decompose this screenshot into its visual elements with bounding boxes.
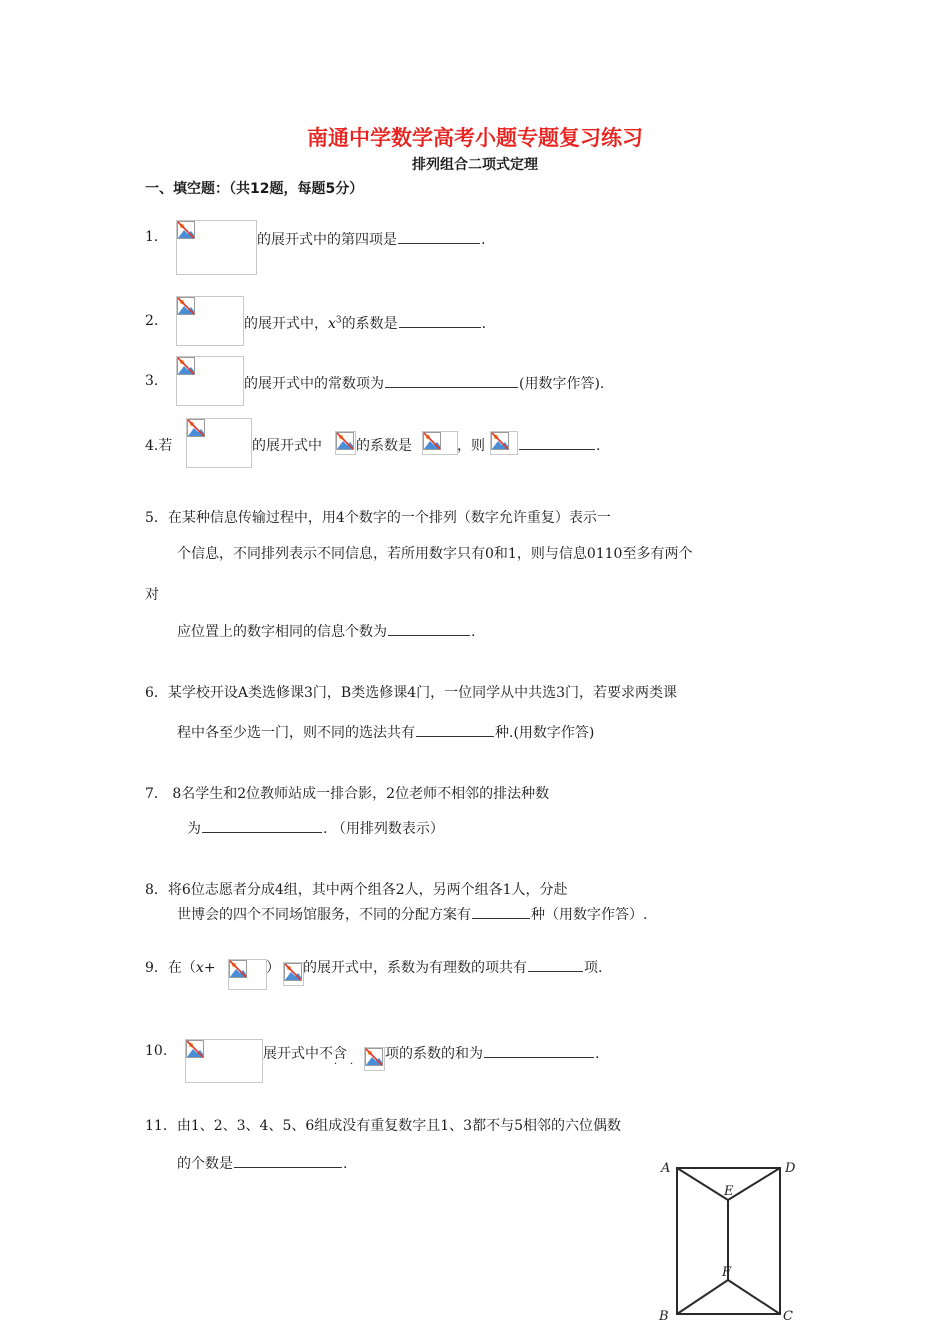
question-9-close: ）	[266, 960, 280, 976]
question-1-end: .	[481, 232, 486, 248]
plus-sign: +	[203, 960, 216, 976]
label-f: F	[722, 1265, 732, 1280]
label-d: D	[785, 1161, 796, 1176]
question-3-number: 3.	[145, 373, 159, 389]
question-10-end: .	[595, 1046, 600, 1062]
label-a: A	[661, 1161, 671, 1176]
question-4-number: 4.若	[145, 438, 173, 454]
broken-image-icon	[177, 357, 195, 375]
question-6-line-2	[177, 722, 594, 742]
answer-blank[interactable]	[388, 621, 470, 636]
label-c: C	[783, 1309, 793, 1324]
broken-image-icon	[186, 1040, 204, 1058]
answer-blank[interactable]	[484, 1043, 594, 1058]
question-1-number: 1.	[145, 229, 159, 245]
geometry-figure	[655, 1148, 830, 1324]
question-10-part-a: 展开式中不含	[263, 1046, 347, 1062]
question-8-line-1: 8．将6位志愿者分成4组，其中两个组各2人，另两个组各1人，分赴	[145, 882, 568, 898]
answer-blank[interactable]	[399, 313, 481, 328]
question-5-line-3: 对	[145, 587, 159, 603]
question-7-text: 为	[187, 821, 201, 837]
formula-image-box	[422, 431, 458, 455]
formula-image-box	[364, 1047, 385, 1071]
question-4-answer	[518, 435, 600, 454]
question-3	[244, 373, 604, 393]
broken-image-icon	[229, 960, 247, 978]
question-8-line-2	[177, 904, 647, 924]
question-9-open	[145, 957, 216, 977]
broken-image-icon	[491, 432, 509, 450]
question-7-end: . （用排列数表示）	[323, 821, 444, 837]
question-6-end: 种.(用数字作答)	[495, 725, 595, 741]
page-subtitle: 排列组合二项式定理	[412, 157, 538, 173]
question-4-end: .	[596, 438, 601, 454]
variable-x: x	[328, 316, 336, 332]
question-8-end: 种（用数字作答）.	[531, 907, 648, 923]
exponent: 3	[335, 315, 342, 326]
question-6-line-1: 6．某学校开设A类选修课3门，B类选修课4门，一位同学从中共选3门，若要求两类课	[145, 685, 678, 701]
question-10-text: 项的系数的和为	[385, 1046, 483, 1062]
question-5-line-4	[177, 621, 475, 641]
broken-image-icon	[177, 221, 195, 239]
question-11-line-2	[177, 1153, 347, 1173]
broken-image-icon	[365, 1048, 383, 1066]
question-9-pre: 9．在（	[145, 960, 196, 976]
question-1	[257, 229, 485, 249]
formula-image-box	[283, 962, 304, 986]
question-5-line-2: 个信息，不同排列表示不同信息，若所用数字只有0和1，则与信息0110至多有两个	[177, 546, 693, 562]
edge-de	[728, 1168, 780, 1200]
question-7-line-2	[187, 818, 444, 838]
question-8-text: 世博会的四个不同场馆服务，不同的分配方案有	[177, 907, 471, 923]
question-3-end: (用数字作答).	[519, 376, 605, 392]
page-title: 南通中学数学高考小题专题复习练习	[307, 126, 643, 150]
question-4-part-b: 的系数是	[356, 438, 412, 454]
label-b: B	[659, 1309, 669, 1324]
question-5-end: .	[471, 624, 476, 640]
emphasis-dot: ·	[334, 1059, 338, 1070]
answer-blank[interactable]	[472, 904, 530, 919]
answer-blank[interactable]	[416, 722, 494, 737]
question-2-pre: 的展开式中，	[244, 316, 328, 332]
question-10	[385, 1043, 599, 1063]
question-7-line-1: 7． 8名学生和2位教师站成一排合影，2位老师不相邻的排法种数	[145, 786, 550, 802]
broken-image-icon	[423, 432, 441, 450]
formula-image-box	[176, 220, 257, 275]
emphasis-dot: ·	[350, 1059, 354, 1070]
question-9-text: 的展开式中，系数为有理数的项共有	[303, 960, 527, 976]
answer-blank[interactable]	[398, 229, 480, 244]
question-5-line-1: 5．在某种信息传输过程中，用4个数字的一个排列（数字允许重复）表示一	[145, 510, 611, 526]
formula-image-box	[228, 959, 267, 990]
formula-image-box	[490, 431, 518, 455]
broken-image-icon	[336, 432, 354, 450]
broken-image-icon	[284, 963, 302, 981]
question-4-part-a: 的展开式中	[252, 438, 322, 454]
question-11-end: .	[343, 1156, 348, 1172]
formula-image-box	[176, 296, 244, 346]
variable-x: x	[195, 960, 204, 976]
question-3-text: 的展开式中的常数项为	[244, 376, 384, 392]
edge-ae	[677, 1168, 728, 1200]
question-11-line-1: 11．由1、2、3、4、5、6组成没有重复数字且1、3都不与5相邻的六位偶数	[145, 1118, 621, 1134]
question-6-text: 程中各至少选一门，则不同的选法共有	[177, 725, 415, 741]
formula-image-box	[186, 418, 252, 468]
answer-blank[interactable]	[528, 957, 583, 972]
formula-image-box	[185, 1039, 263, 1083]
question-9-end: 项.	[584, 960, 603, 976]
question-2-number: 2.	[145, 313, 159, 329]
formula-image-box	[335, 431, 356, 455]
answer-blank[interactable]	[234, 1153, 342, 1168]
question-4-part-c: ，则	[457, 438, 485, 454]
question-2-post: 的系数是	[341, 316, 398, 332]
answer-blank[interactable]	[519, 435, 595, 450]
question-2-end: .	[481, 316, 487, 332]
answer-blank[interactable]	[385, 373, 518, 388]
question-9	[303, 957, 602, 977]
question-5-text: 应位置上的数字相同的信息个数为	[177, 624, 387, 640]
edge-cf	[728, 1280, 780, 1314]
broken-image-icon	[177, 297, 195, 315]
formula-image-box	[176, 356, 244, 406]
section-heading: 一、填空题：（共12题，每题5分）	[145, 181, 364, 197]
broken-image-icon	[187, 419, 205, 437]
question-2	[244, 313, 486, 333]
question-11-text: 的个数是	[177, 1156, 233, 1172]
edge-bf	[677, 1280, 728, 1314]
question-10-number: 10.	[145, 1043, 168, 1059]
label-e: E	[724, 1184, 734, 1199]
question-1-text: 的展开式中的第四项是	[257, 232, 397, 248]
answer-blank[interactable]	[202, 818, 322, 833]
